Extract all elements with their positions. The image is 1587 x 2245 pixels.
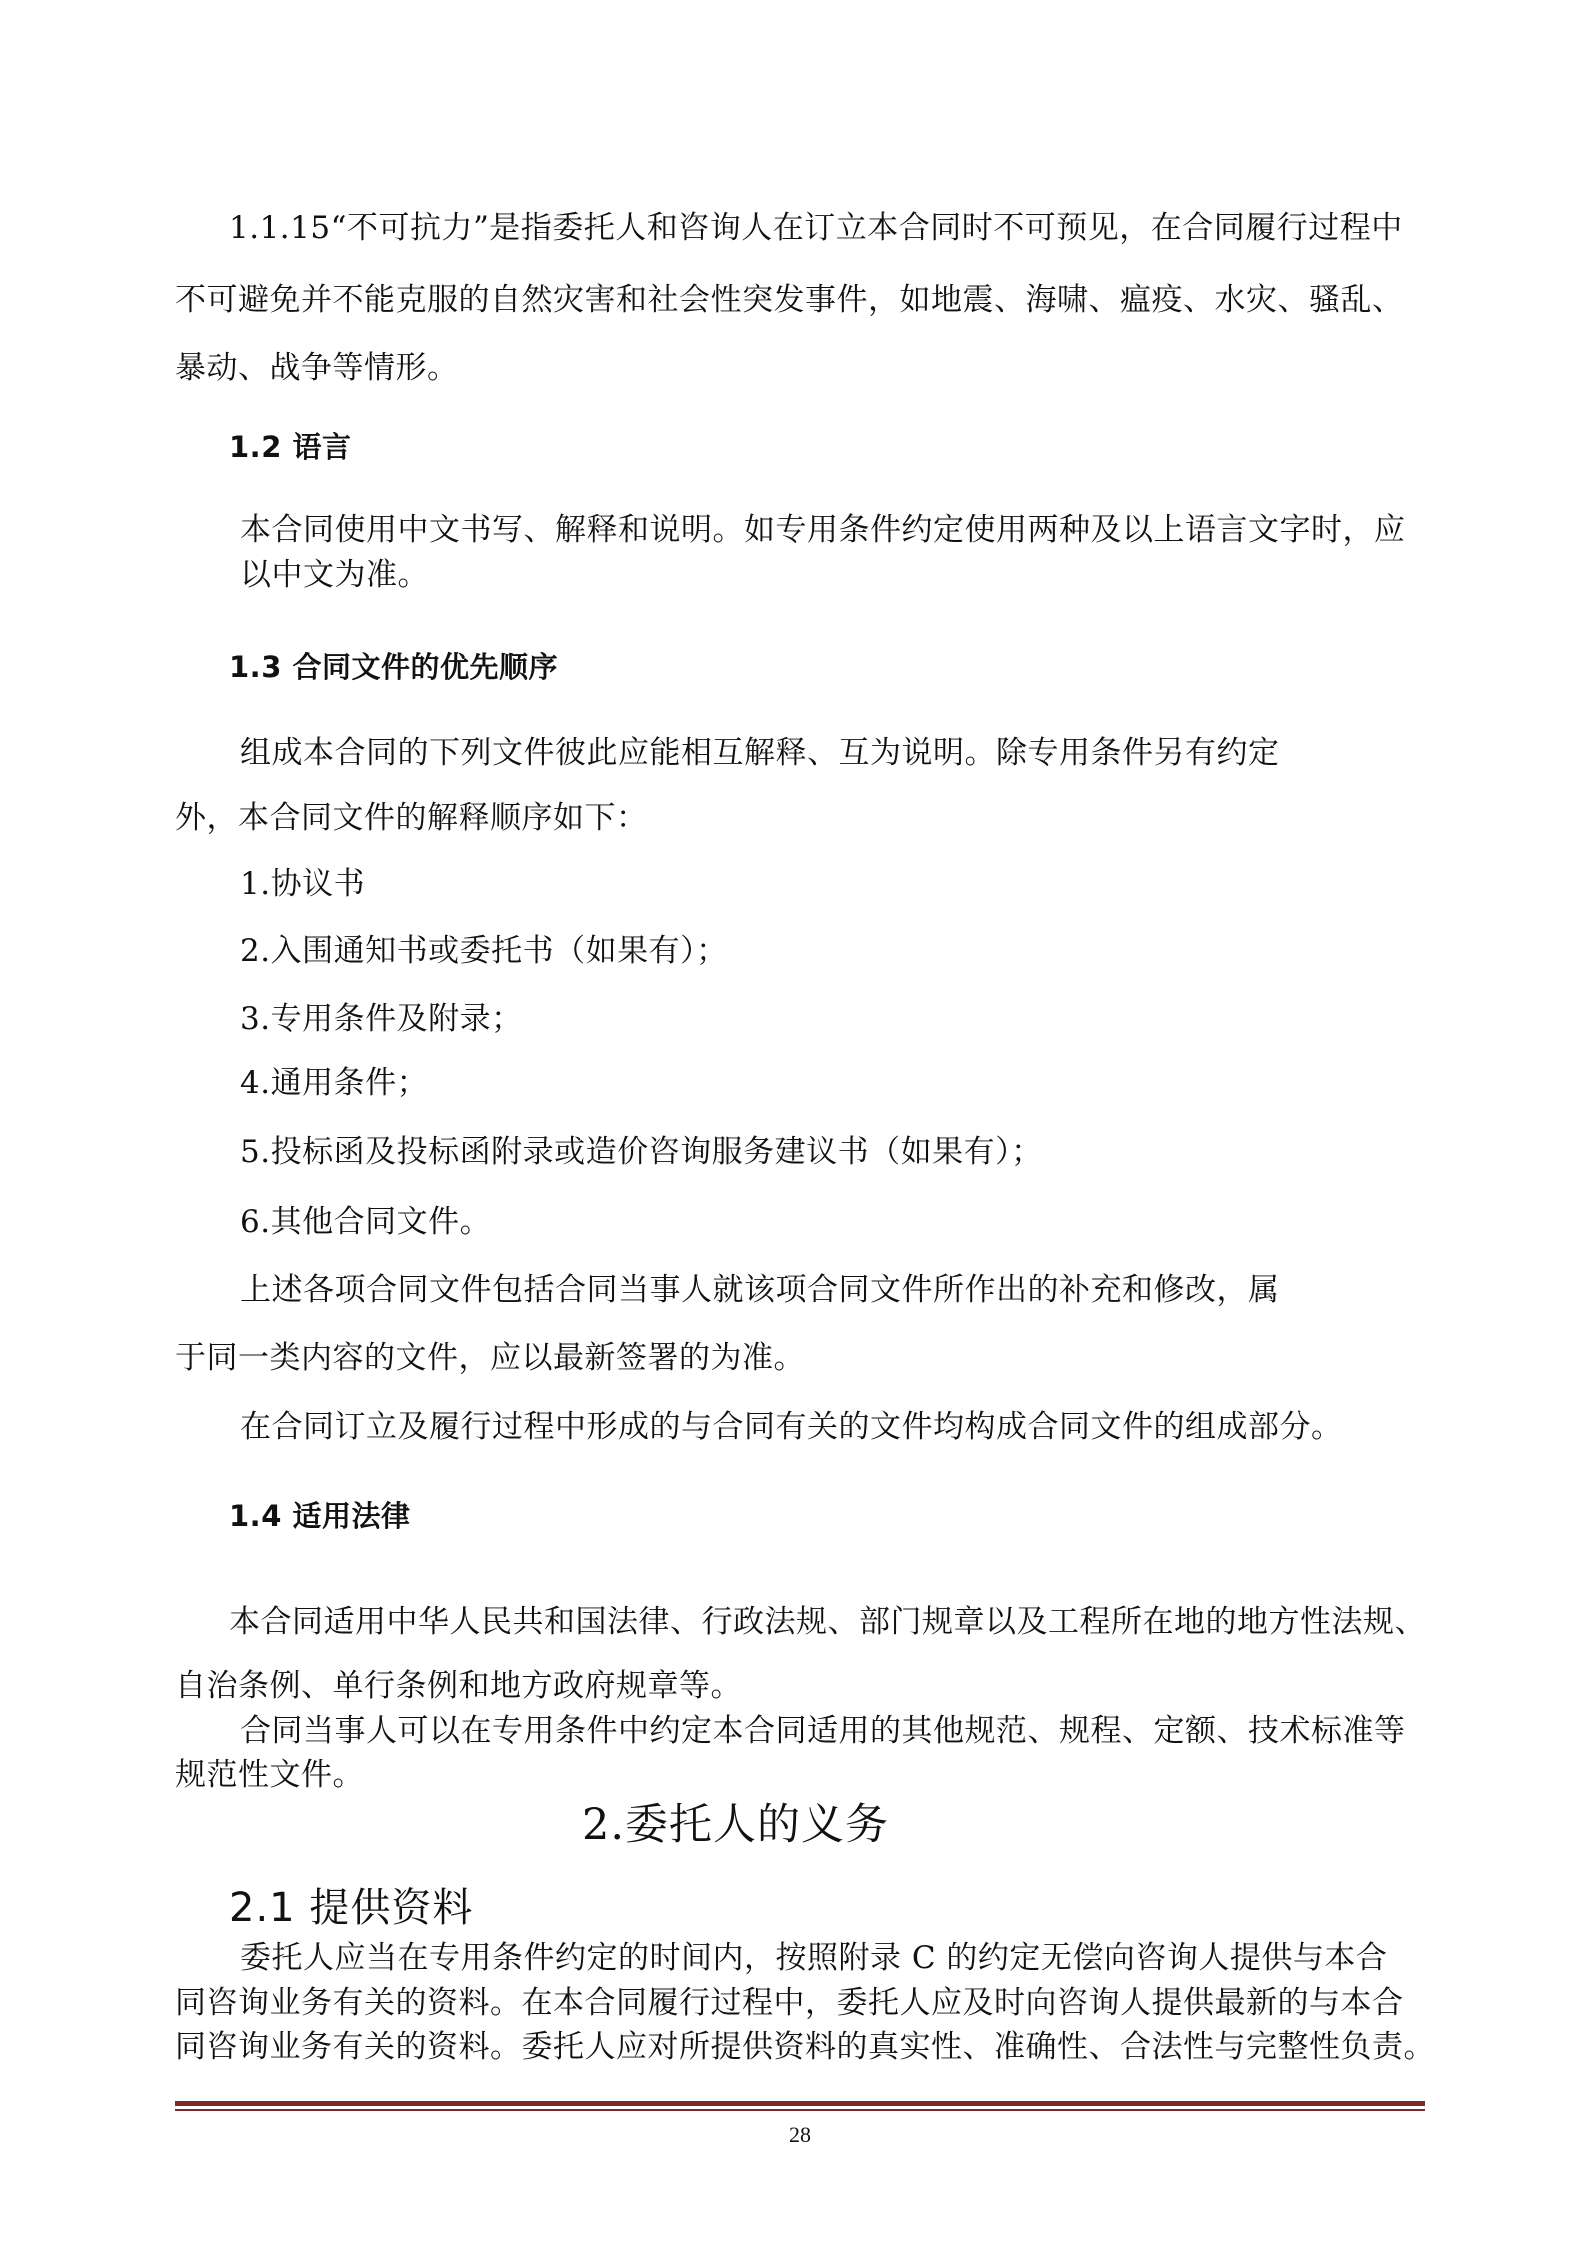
clause-2-1-line-2: 同咨询业务有关的资料。在本合同履行过程中，委托人应及时向咨询人提供最新的与本合 <box>175 1985 1404 2021</box>
clause-1-2-line-1: 本合同使用中文书写、解释和说明。如专用条件约定使用两种及以上语言文字时，应 <box>240 512 1406 548</box>
clause-1-3-para2-line-1: 上述各项合同文件包括合同当事人就该项合同文件所作出的补充和修改，属 <box>240 1272 1280 1308</box>
section-heading-2-1: 2.1 提供资料 <box>229 1885 474 1931</box>
clause-1-4-line-1: 本合同适用中华人民共和国法律、行政法规、部门规章以及工程所在地的地方性法规、 <box>229 1604 1426 1640</box>
list-item: 6.其他合同文件。 <box>240 1204 492 1240</box>
clause-1-4-line-4: 规范性文件。 <box>175 1757 364 1793</box>
list-item: 2.入围通知书或委托书（如果有）； <box>240 933 728 969</box>
section-heading-1-4: 1.4 适用法律 <box>229 1499 411 1533</box>
clause-1-3-intro-line-2: 外，本合同文件的解释顺序如下： <box>175 800 648 836</box>
footer-rule-thin <box>175 2109 1425 2111</box>
chapter-title: 2.委托人的义务 <box>582 1800 890 1850</box>
clause-1-1-15-line-1: 1.1.15“不可抗力”是指委托人和咨询人在订立本合同时不可预见，在合同履行过程中 <box>229 210 1403 246</box>
clause-2-1-line-1: 委托人应当在专用条件约定的时间内，按照附录 C 的约定无偿向咨询人提供与本合 <box>240 1940 1388 1976</box>
list-item: 5.投标函及投标函附录或造价咨询服务建议书（如果有）； <box>240 1134 1043 1170</box>
clause-1-1-15-line-2: 不可避免并不能克服的自然灾害和社会性突发事件，如地震、海啸、瘟疫、水灾、骚乱、 <box>175 282 1404 318</box>
footer-rule-thick <box>175 2101 1425 2106</box>
clause-1-3-para3: 在合同订立及履行过程中形成的与合同有关的文件均构成合同文件的组成部分。 <box>240 1409 1343 1445</box>
section-heading-1-3: 1.3 合同文件的优先顺序 <box>229 650 558 684</box>
clause-1-4-line-2: 自治条例、单行条例和地方政府规章等。 <box>175 1668 742 1704</box>
clause-1-3-intro-line-1: 组成本合同的下列文件彼此应能相互解释、互为说明。除专用条件另有约定 <box>240 735 1280 771</box>
page-number: 28 <box>789 2122 811 2147</box>
clause-2-1-line-3: 同咨询业务有关的资料。委托人应对所提供资料的真实性、准确性、合法性与完整性负责。 <box>175 2029 1435 2065</box>
clause-1-3-para2-line-2: 于同一类内容的文件，应以最新签署的为准。 <box>175 1340 805 1376</box>
list-item: 1.协议书 <box>240 866 366 902</box>
clause-1-2-line-2: 以中文为准。 <box>240 557 429 593</box>
clause-1-4-line-3: 合同当事人可以在专用条件中约定本合同适用的其他规范、规程、定额、技术标准等 <box>240 1713 1406 1749</box>
list-item: 3.专用条件及附录； <box>240 1001 523 1037</box>
list-item: 4.通用条件； <box>240 1065 429 1101</box>
clause-1-1-15-line-3: 暴动、战争等情形。 <box>175 350 459 386</box>
section-heading-1-2: 1.2 语言 <box>229 430 352 464</box>
